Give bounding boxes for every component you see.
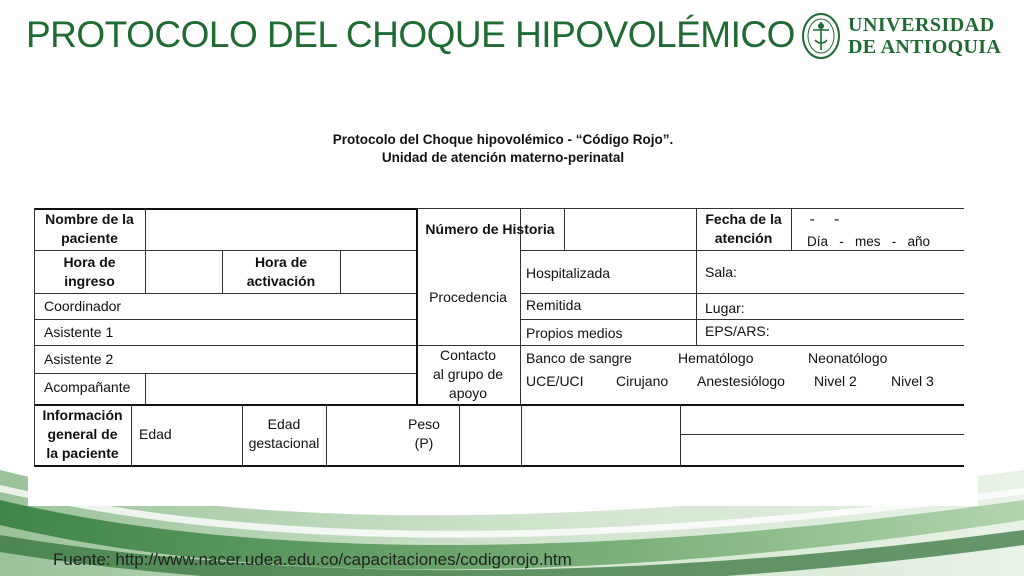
label-contacto-1: Contacto bbox=[439, 347, 497, 363]
label-edad: Edad bbox=[139, 426, 172, 442]
label-coordinador: Coordinador bbox=[44, 298, 122, 314]
row-divider bbox=[34, 250, 416, 251]
label-info-2: general de bbox=[47, 426, 118, 442]
col-divider bbox=[521, 404, 522, 466]
col-divider bbox=[459, 404, 460, 466]
col-divider bbox=[131, 404, 132, 466]
option-hospitalizada: Hospitalizada bbox=[526, 265, 611, 281]
label-fecha-2: atención bbox=[714, 230, 773, 246]
form-bottom-border bbox=[34, 465, 964, 467]
option-uce-uci: UCE/UCI bbox=[526, 373, 584, 389]
logo-line-2: DE ANTIOQUIA bbox=[848, 36, 1002, 58]
row-divider bbox=[680, 434, 964, 435]
label-eps: EPS/ARS: bbox=[705, 323, 770, 339]
option-hematologo: Hematólogo bbox=[678, 350, 754, 366]
row-divider bbox=[520, 293, 964, 294]
document-heading-2: Unidad de atención materno-perinatal bbox=[381, 150, 625, 165]
slide-title: PROTOCOLO DEL CHOQUE HIPOVOLÉMICO bbox=[26, 14, 795, 55]
col-divider bbox=[145, 373, 146, 404]
label-asistente-2: Asistente 2 bbox=[44, 351, 114, 367]
row-divider bbox=[34, 293, 416, 294]
label-contacto-3: apoyo bbox=[448, 385, 488, 401]
col-divider bbox=[564, 208, 565, 250]
col-divider bbox=[791, 208, 792, 250]
option-cirujano: Cirujano bbox=[616, 373, 669, 389]
option-remitida: Remitida bbox=[526, 297, 582, 313]
protocol-form bbox=[34, 208, 964, 466]
option-propios-medios: Propios medios bbox=[526, 325, 623, 341]
label-nombre-2: paciente bbox=[61, 230, 118, 246]
label-fecha-1: Fecha de la bbox=[705, 211, 782, 227]
label-acompanante: Acompañante bbox=[44, 379, 131, 395]
label-nombre-1: Nombre de la bbox=[45, 211, 134, 227]
col-divider bbox=[326, 404, 327, 466]
row-divider bbox=[520, 319, 964, 320]
row-divider bbox=[34, 373, 416, 374]
label-contacto-2: al grupo de bbox=[432, 366, 504, 382]
university-logo bbox=[800, 8, 1015, 70]
col-divider bbox=[340, 250, 341, 293]
label-lugar: Lugar: bbox=[705, 300, 745, 316]
label-numero-historia: Número de Historia bbox=[425, 221, 555, 237]
label-asistente-1: Asistente 1 bbox=[44, 324, 114, 340]
option-neonatologo: Neonatólogo bbox=[808, 350, 888, 366]
fecha-input-boxes[interactable]: - - bbox=[800, 210, 849, 228]
label-procedencia: Procedencia bbox=[429, 289, 507, 305]
document-heading-1: Protocolo del Choque hipovolémico - “Código Rojo”. bbox=[332, 132, 674, 147]
fecha-units: Día - mes - año bbox=[807, 234, 931, 249]
option-nivel-2: Nivel 2 bbox=[814, 373, 857, 389]
option-banco-sangre: Banco de sangre bbox=[526, 350, 632, 366]
row-divider bbox=[34, 319, 416, 320]
label-hora-ingreso-2: ingreso bbox=[64, 273, 115, 289]
col-divider bbox=[145, 208, 146, 293]
option-anestesiologo: Anestesiólogo bbox=[697, 373, 785, 389]
university-seal-icon bbox=[800, 10, 842, 68]
label-info-3: la paciente bbox=[46, 445, 119, 461]
label-info-1: Información bbox=[42, 407, 123, 423]
label-peso-2: (P) bbox=[414, 435, 434, 451]
label-peso-1: Peso bbox=[408, 416, 440, 432]
label-sala: Sala: bbox=[705, 264, 737, 280]
col-divider bbox=[680, 404, 681, 466]
label-hora-activacion-1: Hora de bbox=[254, 254, 308, 270]
label-hora-ingreso-1: Hora de bbox=[63, 254, 116, 270]
label-edad-gestacional-2: gestacional bbox=[248, 435, 320, 451]
source-footer[interactable]: Fuente: http://www.nacer.udea.edu.co/capacitaciones/codigorojo.htm bbox=[53, 550, 572, 569]
form-top-border-right bbox=[416, 208, 964, 209]
label-edad-gestacional-1: Edad bbox=[267, 416, 301, 432]
logo-line-1: UNIVERSIDAD bbox=[848, 14, 995, 36]
label-hora-activacion-2: activación bbox=[246, 273, 316, 289]
option-nivel-3: Nivel 3 bbox=[891, 373, 934, 389]
row-divider-thick bbox=[34, 404, 964, 406]
